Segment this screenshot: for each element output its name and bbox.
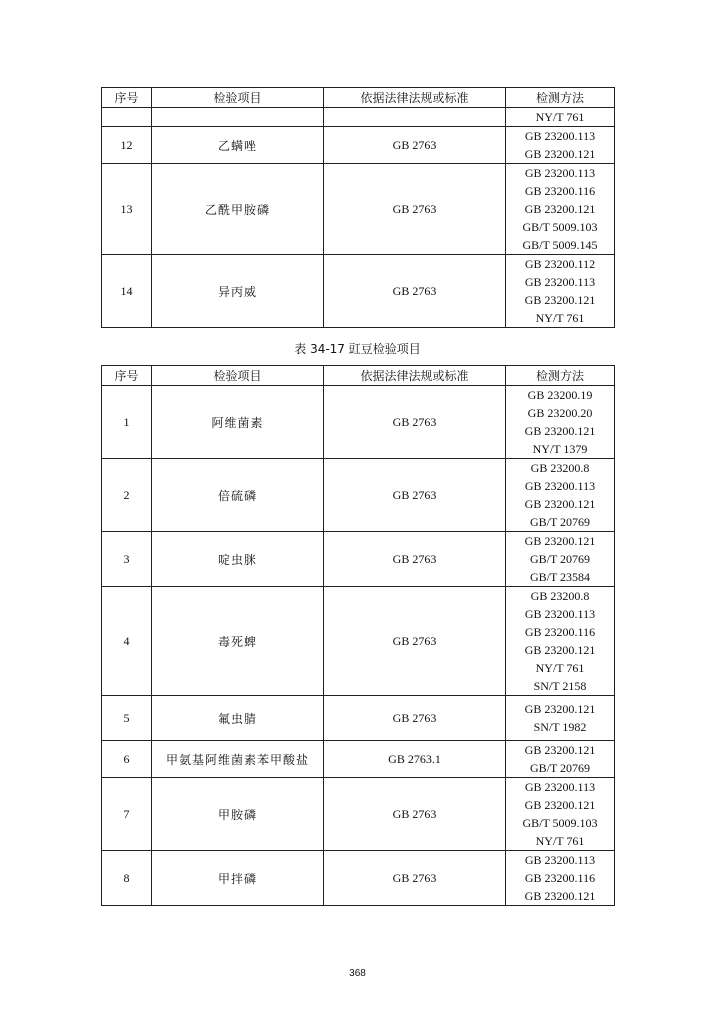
method-line: GB/T 20769	[529, 515, 591, 529]
method-line: GB 23200.113	[524, 275, 596, 289]
header-method: 检测方法	[506, 366, 615, 386]
header-item: 检验项目	[152, 88, 324, 108]
method-line: GB 23200.121	[524, 534, 596, 548]
item-cell	[152, 108, 324, 127]
methods-cell	[506, 459, 615, 532]
item-cell: 毒死蜱	[152, 587, 324, 696]
item-cell: 倍硫磷	[152, 459, 324, 532]
seq-cell: 8	[102, 851, 152, 906]
method-line: GB 23200.20	[527, 406, 593, 420]
methods-cell	[506, 255, 615, 328]
item-cell: 氟虫腈	[152, 696, 324, 741]
method-line: GB/T 20769	[529, 761, 591, 775]
table-row	[102, 386, 615, 459]
item-cell: 乙螨唑	[152, 127, 324, 164]
basis-cell: GB 2763	[324, 459, 506, 532]
item-cell: 甲胺磷	[152, 778, 324, 851]
basis-cell: GB 2763	[324, 255, 506, 328]
method-line: GB 23200.121	[524, 424, 596, 438]
method-line: GB/T 20769	[529, 552, 591, 566]
method-line: GB 23200.113	[524, 479, 596, 493]
methods-cell	[506, 851, 615, 906]
methods-cell	[506, 741, 615, 778]
header-item: 检验项目	[152, 366, 324, 386]
header-method: 检测方法	[506, 88, 615, 108]
seq-cell	[102, 108, 152, 127]
table-row	[102, 255, 615, 328]
seq-cell: 3	[102, 532, 152, 587]
seq-cell: 13	[102, 164, 152, 255]
method-line: GB 23200.121	[524, 147, 596, 161]
method-line: GB 23200.121	[524, 293, 596, 307]
method-line: GB 23200.121	[524, 702, 596, 716]
methods-cell	[506, 127, 615, 164]
table-row	[102, 108, 615, 127]
method-line: GB 23200.113	[524, 166, 596, 180]
table-row	[102, 127, 615, 164]
method-line: GB/T 5009.103	[522, 220, 598, 234]
method-line: NY/T 761	[535, 311, 585, 325]
basis-cell: GB 2763	[324, 696, 506, 741]
method-line: GB 23200.116	[524, 871, 596, 885]
header-basis: 依据法律法规或标准	[324, 88, 506, 108]
basis-cell: GB 2763	[324, 778, 506, 851]
methods-cell	[506, 108, 615, 127]
table-row	[102, 459, 615, 532]
method-line: NY/T 761	[535, 834, 585, 848]
page-number: 368	[349, 968, 366, 979]
table-row	[102, 778, 615, 851]
method-line: GB 23200.113	[524, 853, 596, 867]
method-line: GB 23200.121	[524, 643, 596, 657]
method-line: GB/T 23584	[529, 570, 591, 584]
item-cell: 阿维菌素	[152, 386, 324, 459]
basis-cell: GB 2763	[324, 587, 506, 696]
header-basis: 依据法律法规或标准	[324, 366, 506, 386]
method-line: GB 23200.8	[530, 461, 590, 475]
method-line: NY/T 1379	[532, 442, 588, 456]
method-line: NY/T 761	[535, 110, 585, 124]
method-line: GB 23200.8	[530, 589, 590, 603]
item-cell: 甲拌磷	[152, 851, 324, 906]
method-line: GB 23200.121	[524, 497, 596, 511]
method-line: GB 23200.121	[524, 743, 596, 757]
method-line: GB 23200.121	[524, 889, 596, 903]
method-line: GB/T 5009.145	[522, 238, 598, 252]
item-cell: 乙酰甲胺磷	[152, 164, 324, 255]
method-line: GB 23200.116	[524, 625, 596, 639]
methods-cell	[506, 386, 615, 459]
method-line: GB 23200.113	[524, 607, 596, 621]
table-row	[102, 696, 615, 741]
method-line: GB 23200.112	[524, 257, 596, 271]
table-row	[102, 532, 615, 587]
basis-cell: GB 2763	[324, 851, 506, 906]
seq-cell: 7	[102, 778, 152, 851]
header-seq: 序号	[102, 366, 152, 386]
method-line: GB 23200.116	[524, 184, 596, 198]
method-line: GB 23200.121	[524, 202, 596, 216]
basis-cell: GB 2763	[324, 532, 506, 587]
basis-cell: GB 2763	[324, 386, 506, 459]
seq-cell: 6	[102, 741, 152, 778]
table-caption: 表 34-17 豇豆检验项目	[294, 342, 421, 356]
header-seq: 序号	[102, 88, 152, 108]
method-line: GB 23200.113	[524, 129, 596, 143]
seq-cell: 1	[102, 386, 152, 459]
method-line: GB/T 5009.103	[522, 816, 598, 830]
basis-cell: GB 2763	[324, 164, 506, 255]
seq-cell: 4	[102, 587, 152, 696]
methods-cell	[506, 696, 615, 741]
item-cell: 甲氨基阿维菌素苯甲酸盐	[152, 741, 324, 778]
method-line: GB 23200.113	[524, 780, 596, 794]
inspection-table-continued	[101, 87, 615, 328]
methods-cell	[506, 532, 615, 587]
method-line: SN/T 1982	[533, 720, 587, 734]
method-line: GB 23200.19	[527, 388, 593, 402]
table-header-row	[102, 88, 615, 108]
method-line: SN/T 2158	[533, 679, 587, 693]
seq-cell: 5	[102, 696, 152, 741]
table-row	[102, 164, 615, 255]
table-row	[102, 587, 615, 696]
item-cell: 啶虫脒	[152, 532, 324, 587]
methods-cell	[506, 587, 615, 696]
table-row	[102, 851, 615, 906]
table-header-row	[102, 366, 615, 386]
method-line: GB 23200.121	[524, 798, 596, 812]
seq-cell: 12	[102, 127, 152, 164]
methods-cell	[506, 778, 615, 851]
basis-cell	[324, 108, 506, 127]
item-cell: 异丙威	[152, 255, 324, 328]
methods-cell	[506, 164, 615, 255]
table-row	[102, 741, 615, 778]
cowpea-inspection-table	[101, 365, 615, 906]
method-line: NY/T 761	[535, 661, 585, 675]
basis-cell: GB 2763	[324, 127, 506, 164]
basis-cell: GB 2763.1	[324, 741, 506, 778]
seq-cell: 14	[102, 255, 152, 328]
seq-cell: 2	[102, 459, 152, 532]
